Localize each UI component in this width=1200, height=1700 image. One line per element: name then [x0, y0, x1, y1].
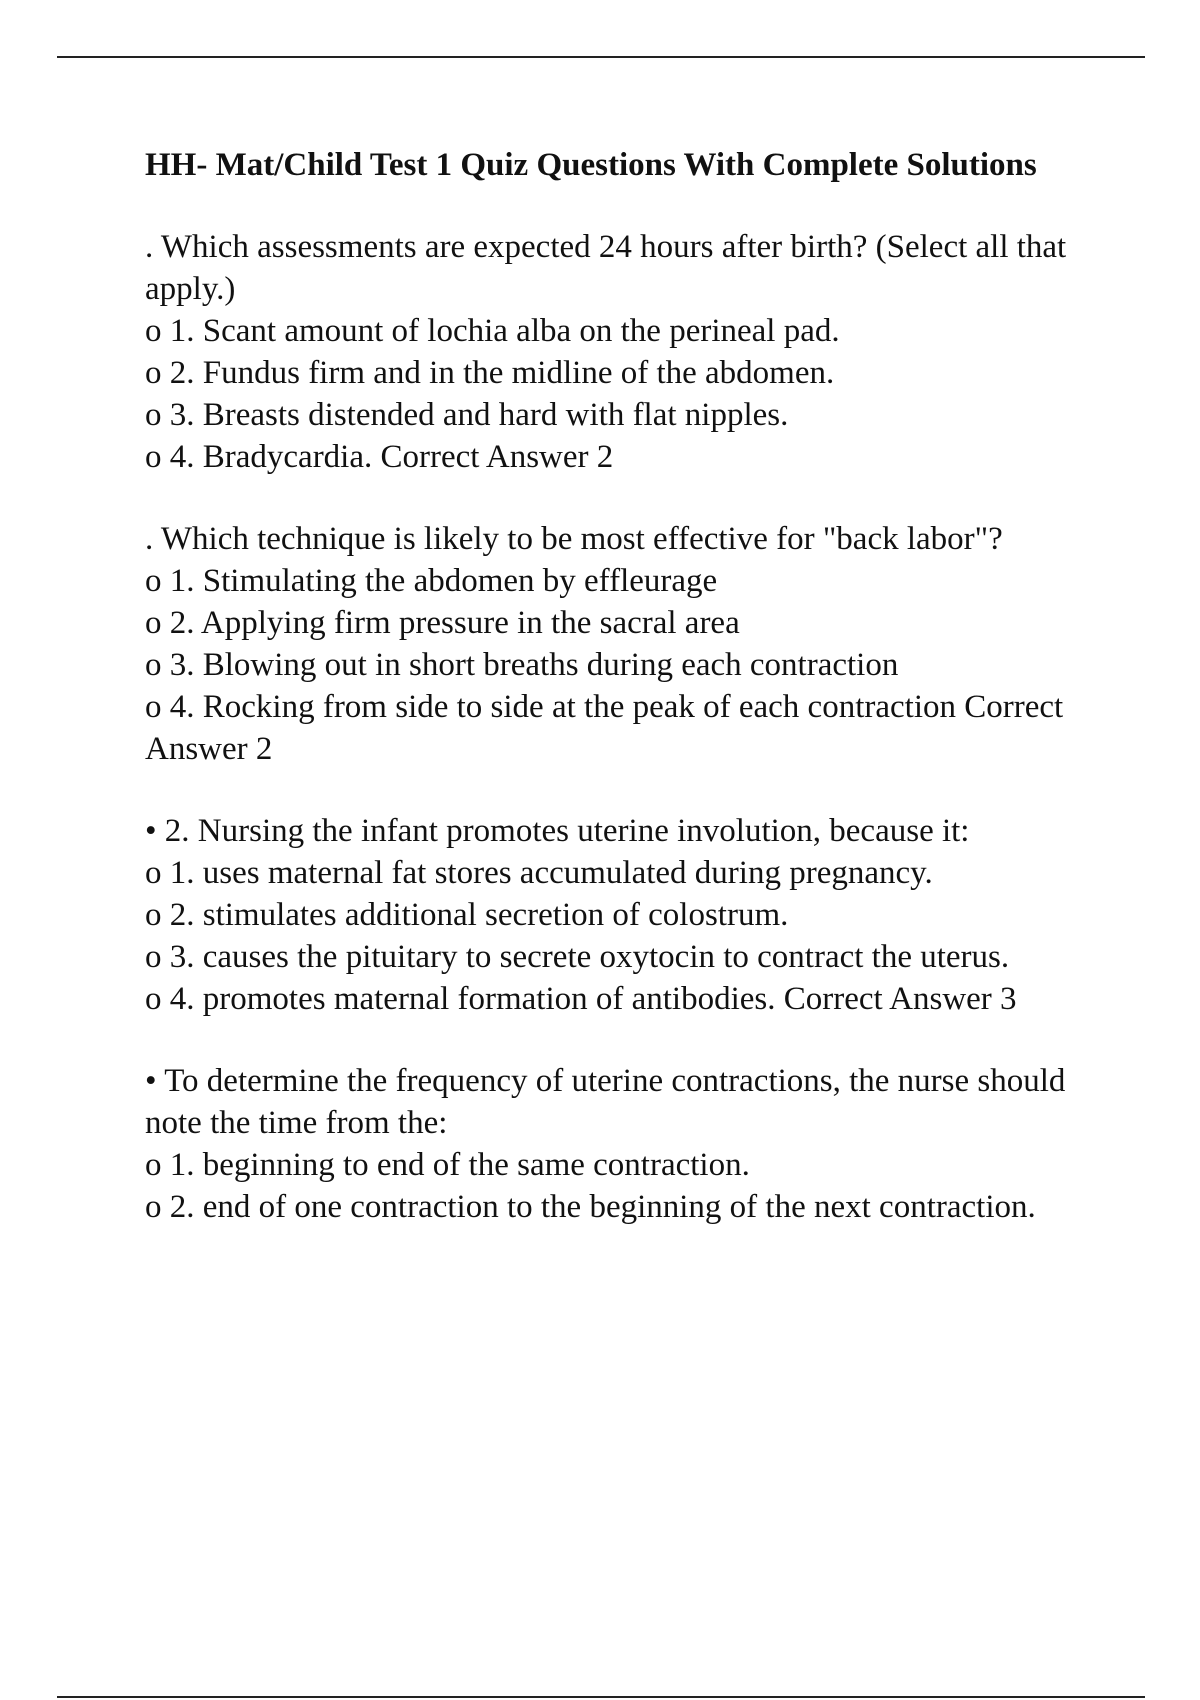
document-body: [145, 145, 1095, 1268]
document-title: HH- Mat/Child Test 1 Quiz Questions With Complete Solutions: [145, 147, 1037, 183]
answer-option: o 1. beginning to end of the same contraction.: [145, 1147, 750, 1183]
answer-option: o 1. Stimulating the abdomen by effleurage: [145, 563, 718, 599]
answer-option: o 2. Applying firm pressure in the sacral area: [145, 605, 740, 641]
question-prompt: . Which technique is likely to be most effective for "back labor"?: [145, 521, 1003, 557]
question-prompt: . Which assessments are expected 24 hours after birth? (Select all that apply.): [145, 229, 1067, 307]
question-prompt: • 2. Nursing the infant promotes uterine involution, because it:: [145, 813, 970, 849]
answer-option: o 3. Blowing out in short breaths during each contraction: [145, 647, 899, 683]
answer-option: o 2. stimulates additional secretion of colostrum.: [145, 897, 789, 933]
question-prompt: • To determine the frequency of uterine contractions, the nurse should note the time from the:: [145, 1063, 1066, 1141]
question-3: [145, 810, 1095, 1020]
bottom-divider: [57, 1696, 1145, 1698]
question-1: [145, 226, 1095, 478]
answer-option: o 2. Fundus firm and in the midline of the abdomen.: [145, 355, 835, 391]
answer-option: o 3. Breasts distended and hard with flat nipples.: [145, 397, 789, 433]
answer-option: o 2. end of one contraction to the beginning of the next contraction.: [145, 1189, 1036, 1225]
answer-option: o 1. Scant amount of lochia alba on the perineal pad.: [145, 313, 840, 349]
question-4: [145, 1060, 1095, 1228]
question-2: [145, 518, 1095, 770]
top-divider: [57, 56, 1145, 58]
answer-option: o 4. promotes maternal formation of antibodies. Correct Answer 3: [145, 981, 1017, 1017]
answer-option: o 4. Bradycardia. Correct Answer 2: [145, 439, 614, 475]
answer-option: o 3. causes the pituitary to secrete oxytocin to contract the uterus.: [145, 939, 1010, 975]
answer-option: o 1. uses maternal fat stores accumulated during pregnancy.: [145, 855, 933, 891]
answer-option: o 4. Rocking from side to side at the peak of each contraction Correct Answer 2: [145, 689, 1064, 767]
